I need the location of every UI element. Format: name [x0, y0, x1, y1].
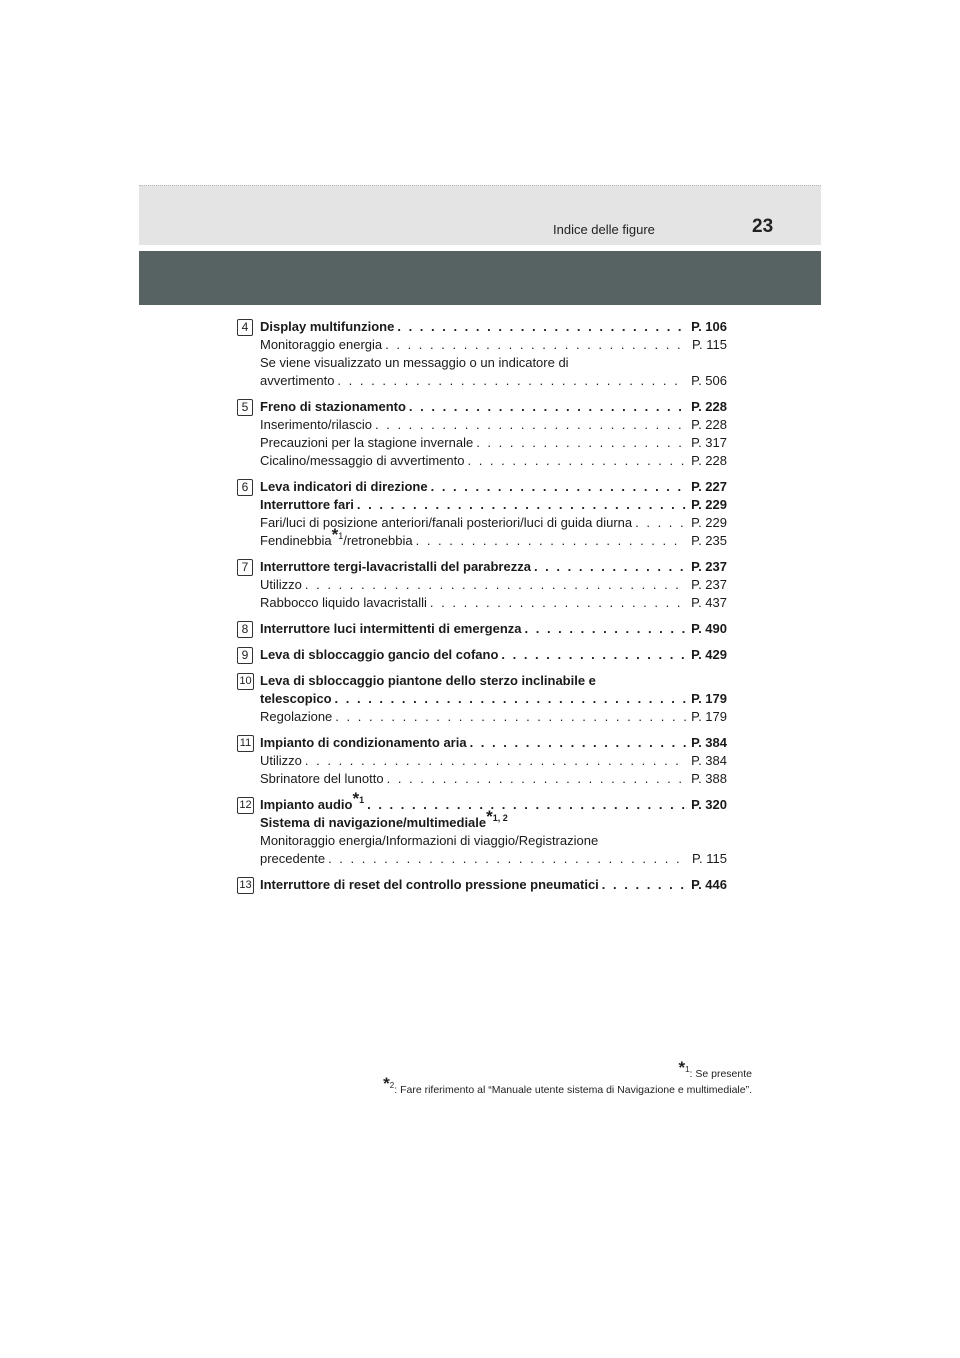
toc-subitem[interactable]: [260, 434, 727, 452]
toc-entry: [237, 558, 727, 612]
page-reference[interactable]: P. 237: [691, 559, 727, 574]
toc-subitem[interactable]: [260, 416, 727, 434]
toc-item-label: Leva di sbloccaggio piantone dello sterzo inclinabile e: [260, 673, 596, 688]
toc-item-label: Cicalino/messaggio di avvertimento: [260, 453, 465, 468]
footnote-ref: 1: [338, 531, 344, 541]
footnote-asterisk: *: [352, 789, 360, 808]
dot-leader: [375, 416, 686, 434]
toc-entry: [237, 318, 727, 390]
toc-item-label: Fendinebbia*$^1$/retronebbia: [260, 525, 413, 548]
item-number-badge: 6: [237, 479, 253, 496]
header-band: [139, 185, 821, 245]
toc-item-label: Interruttore di reset del controllo pressione pneumatici: [260, 877, 599, 892]
item-number-badge: 7: [237, 559, 253, 576]
dot-leader: [409, 398, 686, 416]
toc-entry: [237, 398, 727, 470]
toc-entry: [237, 672, 727, 726]
page-reference[interactable]: P. 115: [692, 851, 727, 866]
toc-heading[interactable]: [260, 398, 727, 416]
item-number-badge: 12: [237, 797, 254, 814]
section-title: Indice delle figure: [553, 222, 655, 237]
item-number-badge: 10: [237, 673, 254, 690]
dot-leader: [430, 594, 686, 612]
toc-entry: [237, 620, 727, 638]
page-reference[interactable]: P. 490: [691, 621, 727, 636]
page-reference[interactable]: P. 235: [691, 533, 727, 548]
dot-leader: [525, 620, 687, 638]
toc-item-label: Sbrinatore del lunotto: [260, 771, 384, 786]
toc-entry-lines: [260, 789, 727, 868]
footnote-text: : Se presente: [689, 1068, 752, 1080]
toc-entry: [237, 789, 727, 868]
toc-subitem[interactable]: [260, 372, 727, 390]
footnote-number: 2: [389, 1081, 395, 1090]
toc-entry-lines: [260, 672, 727, 726]
item-number-badge: 9: [237, 647, 253, 664]
toc-item-label: Impianto audio*$^1$: [260, 789, 365, 812]
page-reference[interactable]: P. 228: [691, 417, 727, 432]
dot-leader: [335, 708, 686, 726]
dot-leader: [387, 770, 686, 788]
toc-heading[interactable]: [260, 318, 727, 336]
page-reference[interactable]: P. 229: [691, 497, 727, 512]
footnotes: [383, 1058, 752, 1098]
page-number: 23: [752, 216, 774, 237]
dot-leader: [534, 558, 686, 576]
dot-leader: [467, 452, 686, 470]
item-number-badge: 11: [237, 735, 254, 752]
toc-subitem[interactable]: [260, 770, 727, 788]
toc-item-label: precedente: [260, 851, 326, 866]
toc-item-label: Precauzioni per la stagione invernale: [260, 435, 474, 450]
toc-item-label: Leva di sbloccaggio gancio del cofano: [260, 647, 499, 662]
footnote-asterisk: *: [678, 1058, 686, 1077]
chapter-band: [139, 251, 821, 305]
toc-heading[interactable]: [260, 807, 727, 832]
toc-entry-lines: [260, 620, 727, 638]
dot-leader: [367, 796, 686, 814]
toc-subitem[interactable]: [260, 832, 727, 850]
toc-heading[interactable]: [260, 558, 727, 576]
dot-leader: [328, 850, 686, 868]
page-reference[interactable]: P. 237: [691, 577, 727, 592]
toc-item-label: Monitoraggio energia/Informazioni di viaggio/Registrazione: [260, 833, 599, 848]
toc-subitem[interactable]: [260, 850, 727, 868]
page-reference[interactable]: P. 179: [691, 691, 727, 706]
toc-subitem[interactable]: [260, 708, 727, 726]
page-reference[interactable]: P. 227: [691, 479, 727, 494]
page-reference[interactable]: P. 388: [691, 771, 727, 786]
toc-subitem[interactable]: [260, 336, 727, 354]
page-reference[interactable]: P. 179: [691, 709, 727, 724]
toc-item-label: Leva indicatori di direzione: [260, 479, 428, 494]
toc-item-label: Regolazione: [260, 709, 333, 724]
toc-heading[interactable]: [260, 734, 727, 752]
toc-entry-lines: [260, 478, 727, 550]
footnote-asterisk: *: [331, 525, 339, 544]
page-reference[interactable]: P. 320: [691, 797, 727, 812]
toc-entry-lines: [260, 876, 727, 894]
dot-leader: [470, 734, 686, 752]
toc-heading[interactable]: [260, 789, 727, 814]
page-reference[interactable]: P. 429: [691, 647, 727, 662]
toc-entry-lines: [260, 318, 727, 390]
dot-leader: [501, 646, 686, 664]
toc-heading[interactable]: [260, 646, 727, 664]
footnote-number: 1: [685, 1065, 690, 1074]
dot-leader: [305, 752, 686, 770]
toc-heading[interactable]: [260, 496, 727, 514]
toc-subitem[interactable]: [260, 354, 727, 372]
page-reference[interactable]: P. 384: [691, 753, 727, 768]
dot-leader: [337, 372, 686, 390]
dot-leader: [476, 434, 686, 452]
toc-item-label: Utilizzo: [260, 577, 302, 592]
toc-heading[interactable]: [260, 876, 727, 894]
toc-entry: [237, 876, 727, 894]
toc-item-label: Rabbocco liquido lavacristalli: [260, 595, 427, 610]
dot-leader: [305, 576, 686, 594]
footnote-asterisk: *: [486, 807, 493, 826]
toc-subitem[interactable]: [260, 514, 727, 532]
toc-item-label: Monitoraggio energia: [260, 337, 383, 352]
toc-item-label: Freno di stazionamento: [260, 399, 406, 414]
toc-entry-lines: [260, 734, 727, 788]
dot-leader: [335, 690, 686, 708]
toc-heading[interactable]: [260, 620, 727, 638]
item-number-badge: 4: [237, 319, 253, 336]
toc-item-label: Impianto di condizionamento aria: [260, 735, 467, 750]
dot-leader: [416, 532, 686, 550]
dot-leader: [397, 318, 686, 336]
dot-leader: [431, 478, 686, 496]
dot-leader: [385, 336, 686, 354]
toc-heading[interactable]: [260, 672, 727, 690]
page-reference[interactable]: P. 106: [691, 319, 727, 334]
page-reference[interactable]: P. 115: [692, 337, 727, 352]
toc-subitem[interactable]: [260, 525, 727, 550]
toc-entry: [237, 646, 727, 664]
toc-subitem[interactable]: [260, 752, 727, 770]
page-reference[interactable]: P. 446: [691, 877, 727, 892]
toc-entry: [237, 478, 727, 550]
footnote-text: : Fare riferimento al “Manuale utente sistema di Navigazione e multimediale”.: [394, 1084, 752, 1096]
toc-item-label: avvertimento: [260, 373, 335, 388]
toc-item-label: Sistema di navigazione/multimediale*$^{1, 2}$: [260, 807, 508, 830]
toc-item-label: Interruttore luci intermittenti di emergenza: [260, 621, 522, 636]
footnote: [383, 1058, 752, 1082]
footnote-asterisk: *: [383, 1074, 390, 1093]
dot-leader: [602, 876, 686, 894]
toc-item-label: Fari/luci di posizione anteriori/fanali posteriori/luci di guida diurna: [260, 515, 633, 530]
toc-heading[interactable]: [260, 690, 727, 708]
item-number-badge: 13: [237, 877, 254, 894]
toc-entry-lines: [260, 398, 727, 470]
toc-subitem[interactable]: [260, 576, 727, 594]
toc-subitem[interactable]: [260, 452, 727, 470]
toc-heading[interactable]: [260, 478, 727, 496]
item-number-badge: 5: [237, 399, 253, 416]
toc-item-label: Inserimento/rilascio: [260, 417, 372, 432]
item-number-badge: 8: [237, 621, 253, 638]
toc-item-label: telescopico: [260, 691, 332, 706]
page-reference[interactable]: P. 229: [691, 515, 727, 530]
footnote-ref: 1: [359, 795, 365, 805]
page-reference[interactable]: P. 384: [691, 735, 727, 750]
toc-entry-lines: [260, 558, 727, 612]
page-reference[interactable]: P. 228: [691, 453, 727, 468]
dot-leader: [635, 514, 686, 532]
toc-subitem[interactable]: [260, 594, 727, 612]
toc-entry-lines: [260, 646, 727, 664]
dot-leader: [357, 496, 686, 514]
toc-entry: [237, 734, 727, 788]
toc-item-label: Utilizzo: [260, 753, 302, 768]
page-reference[interactable]: P. 317: [691, 435, 727, 450]
page-reference[interactable]: P. 437: [691, 595, 727, 610]
toc-item-label: Se viene visualizzato un messaggio o un indicatore di: [260, 355, 569, 370]
table-of-contents: [237, 318, 727, 902]
page-reference[interactable]: P. 228: [691, 399, 727, 414]
page-reference[interactable]: P. 506: [691, 373, 727, 388]
footnote-ref: 1, 2: [492, 813, 508, 823]
toc-item-label: Display multifunzione: [260, 319, 395, 334]
toc-item-label: Interruttore tergi-lavacristalli del parabrezza: [260, 559, 531, 574]
toc-item-label: Interruttore fari: [260, 497, 354, 512]
